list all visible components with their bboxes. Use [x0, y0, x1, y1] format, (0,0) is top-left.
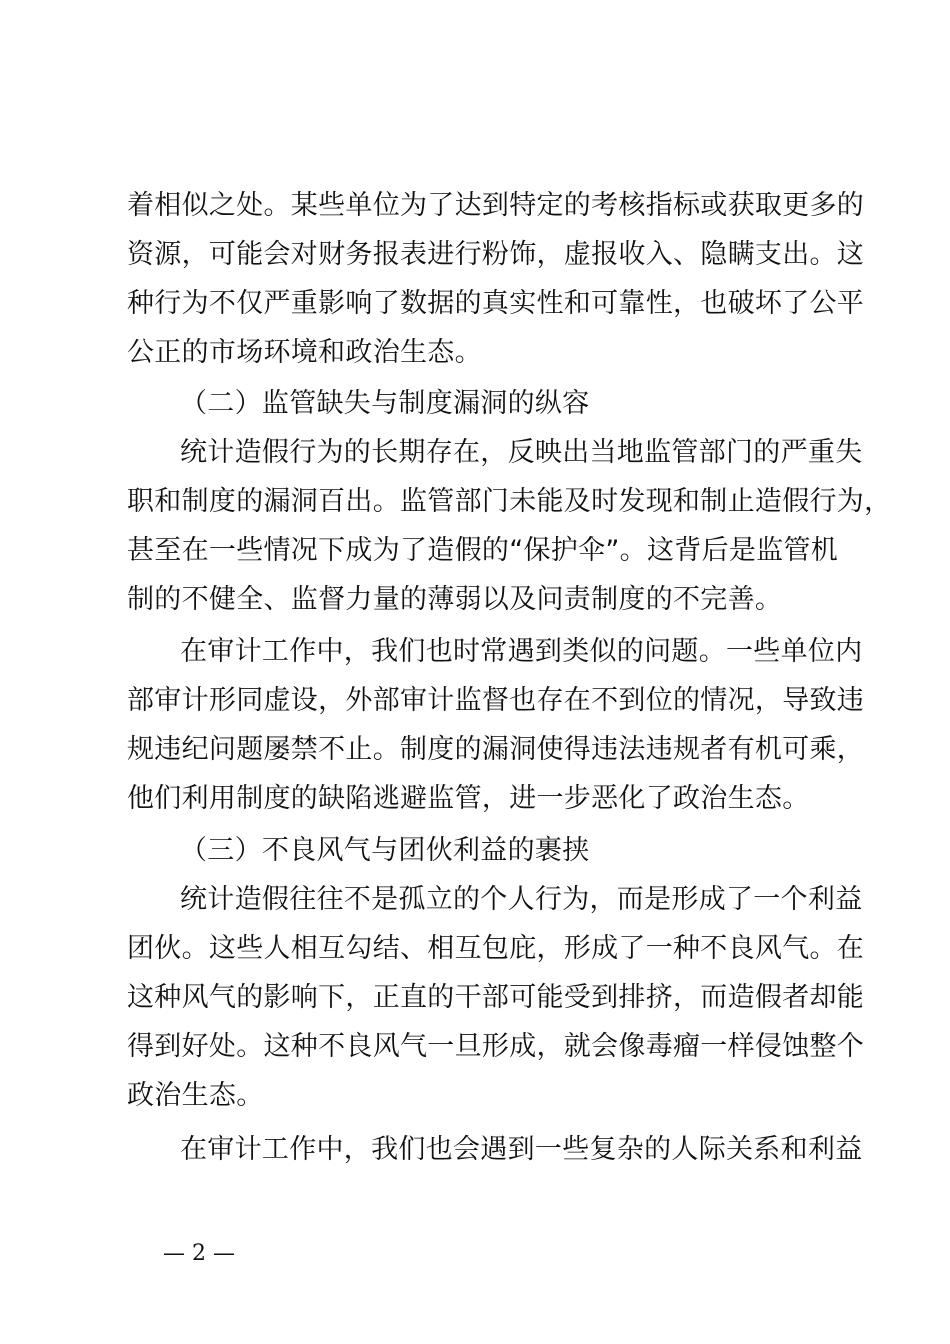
text-line: 部审计形同虚设，外部审计监督也存在不到位的情况，导致违 — [127, 685, 865, 716]
text-line: 政治生态。 — [127, 1080, 264, 1111]
text-line: 这种风气的影响下，正直的干部可能受到排挤，而造假者却能 — [127, 982, 865, 1013]
page-number: — 2 — — [163, 1241, 235, 1266]
text-line: 甚至在一些情况下成为了造假的“保护伞”。这背后是监管机 — [127, 535, 839, 566]
text-line: 规违纪问题屡禁不止。制度的漏洞使得违法违规者有机可乘， — [127, 734, 865, 765]
text-line: 在审计工作中，我们也会遇到一些复杂的人际关系和利益 — [180, 1134, 863, 1165]
text-line: 得到好处。这种不良风气一旦形成，就会像毒瘤一样侵蚀整个 — [127, 1031, 865, 1062]
text-line: 统计造假往往不是孤立的个人行为，而是形成了一个利益 — [180, 884, 863, 915]
text-line: 着相似之处。某些单位为了达到特定的考核指标或获取更多的 — [127, 190, 865, 221]
section-heading-3: （三）不良风气与团伙利益的裹挟 — [180, 835, 590, 866]
text-line: 在审计工作中，我们也时常遇到类似的问题。一些单位内 — [180, 636, 863, 667]
section-heading-2: （二）监管缺失与制度漏洞的纵容 — [180, 388, 590, 419]
text-line: 制的不健全、监督力量的薄弱以及问责制度的不完善。 — [127, 584, 783, 615]
text-line: 他们利用制度的缺陷逃避监管，进一步恶化了政治生态。 — [127, 783, 810, 814]
text-line: 资源，可能会对财务报表进行粉饰，虚报收入、隐瞒支出。这 — [127, 239, 865, 270]
text-line: 统计造假行为的长期存在，反映出当地监管部门的严重失 — [180, 437, 863, 468]
text-line: 团伙。这些人相互勾结、相互包庇，形成了一种不良风气。在 — [127, 933, 865, 964]
text-line: 种行为不仅严重影响了数据的真实性和可靠性，也破坏了公平 — [127, 288, 865, 319]
text-line: 公正的市场环境和政治生态。 — [127, 337, 482, 368]
text-line: 职和制度的漏洞百出。监管部门未能及时发现和制止造假行为， — [127, 486, 892, 517]
